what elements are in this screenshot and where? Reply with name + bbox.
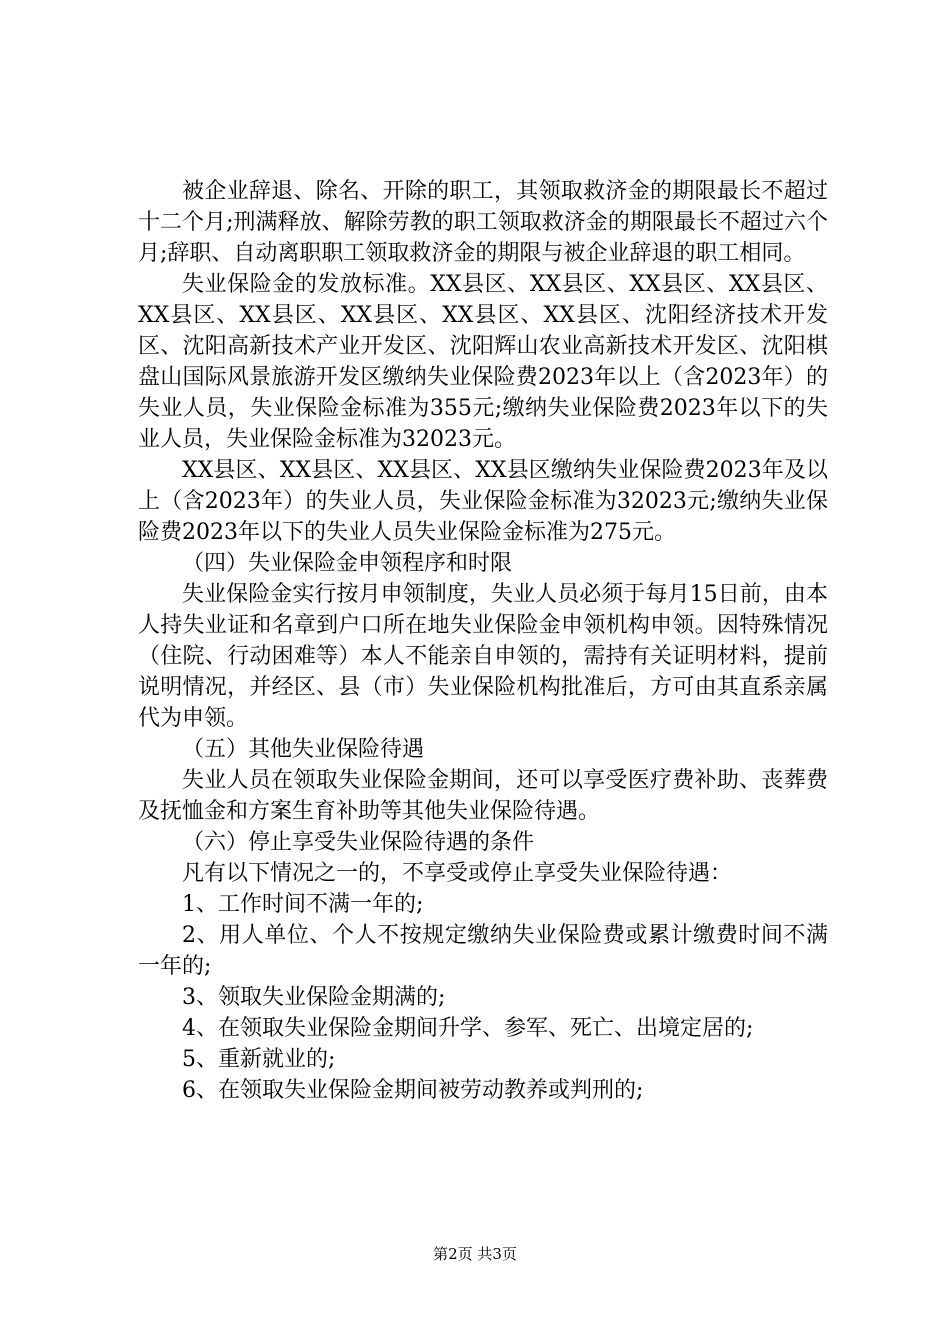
list-item: 3、领取失业保险金期满的; xyxy=(182,985,446,1010)
paragraph-benefit-standard-counties: XX县区、XX县区、XX县区、XX县区缴纳失业保险费2023年及以上（含2023年）的失业人员，失业保险金标准为32023元;缴纳失业保险费2023年以下的失业人员失业保险金标准为275元。 xyxy=(138,458,828,545)
paragraph-benefit-standard: 失业保险金的发放标准。XX县区、XX县区、XX县区、XX县区、XX县区、XX县区、XX县区、XX县区、XX县区、沈阳经济技术开发区、沈阳高新技术产业开发区、沈阳辉山农业高新技术开发区、沈阳棋盘山国际风景旅游开发区缴纳失业保险费2023年以上（含2023年）的失业人员，失业保险金标准为355元;缴纳失业保险费2023年以下的失业人员，失业保险金标准为32023元。 xyxy=(138,272,828,452)
page-number-footer: 第2页 共3页 xyxy=(433,1245,517,1263)
list-item: 5、重新就业的; xyxy=(182,1047,336,1072)
document-body xyxy=(138,176,828,1106)
list-item: 2、用人单位、个人不按规定缴纳失业保险费或累计缴费时间不满一年的; xyxy=(138,923,828,979)
list-item: 6、在领取失业保险金期间被劳动教养或判刑的; xyxy=(182,1078,644,1103)
section-heading-other-benefits: （五）其他失业保险待遇 xyxy=(182,737,425,762)
paragraph-stop-conditions-intro: 凡有以下情况之一的，不享受或停止享受失业保险待遇： xyxy=(182,861,733,886)
paragraph-application-procedure: 失业保险金实行按月申领制度，失业人员必须于每月15日前，由本人持失业证和名章到户口所在地失业保险金申领机构申领。因特殊情况（住院、行动困难等）本人不能亲自申领的，需持有关证明材料，提前说明情况，并经区、县（市）失业保险机构批准后，方可由其直系亲属代为申领。 xyxy=(138,582,828,731)
list-item: 1、工作时间不满一年的; xyxy=(182,892,424,917)
section-heading-stop-conditions: （六）停止享受失业保险待遇的条件 xyxy=(182,830,535,855)
paragraph-other-benefits: 失业人员在领取失业保险金期间，还可以享受医疗费补助、丧葬费及抚恤金和方案生育补助等其他失业保险待遇。 xyxy=(138,768,828,824)
section-heading-application: （四）失业保险金申领程序和时限 xyxy=(182,551,513,576)
list-item: 4、在领取失业保险金期间升学、参军、死亡、出境定居的; xyxy=(182,1016,754,1041)
paragraph-dismissal-period: 被企业辞退、除名、开除的职工，其领取救济金的期限最长不超过十二个月;刑满释放、解除劳教的职工领取救济金的期限最长不超过六个月;辞职、自动离职职工领取救济金的期限与被企业辞退的职工相同。 xyxy=(138,179,828,266)
